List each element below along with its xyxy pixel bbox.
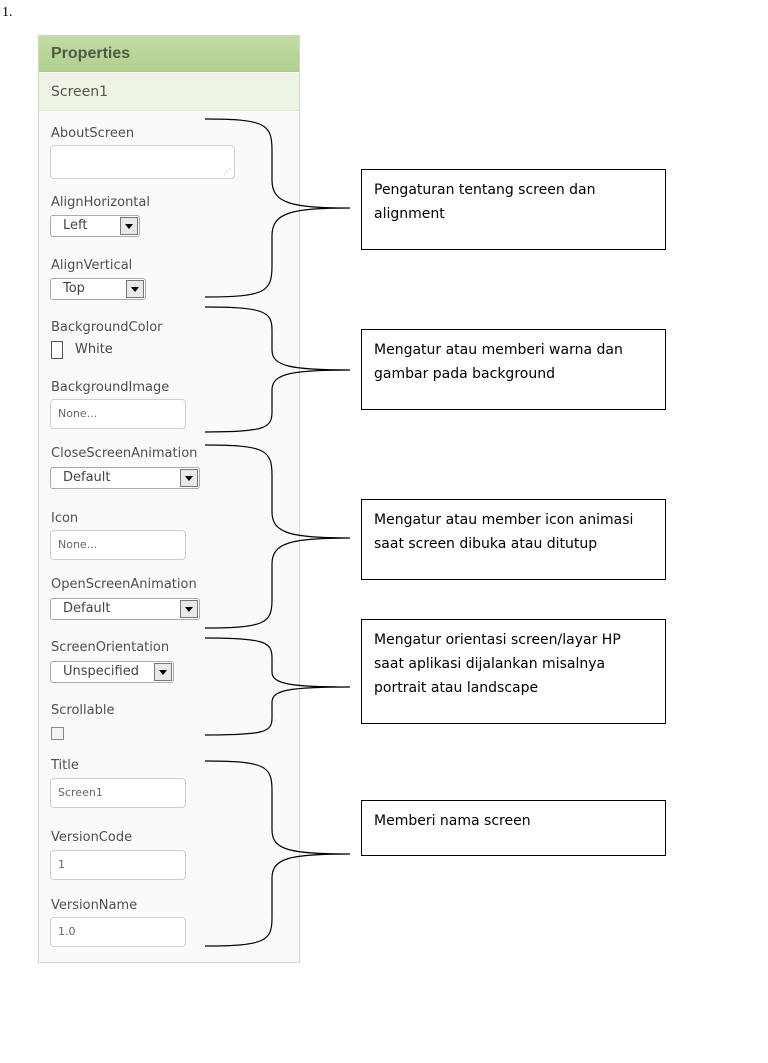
align-horizontal-label: AlignHorizontal [51, 195, 150, 210]
close-screen-animation-value: Default [63, 470, 111, 485]
align-vertical-value: Top [63, 281, 85, 296]
background-color-value[interactable]: White [75, 342, 113, 357]
about-screen-label: AboutScreen [51, 126, 135, 141]
brace-screen-alignment [205, 119, 350, 297]
selected-component[interactable]: Screen1 [39, 73, 299, 111]
brace-animation [205, 445, 350, 628]
screen-orientation-label: ScreenOrientation [51, 640, 170, 655]
resize-grip-icon[interactable]: ⋰ [223, 167, 231, 176]
scrollable-label: Scrollable [51, 703, 115, 718]
version-name-label: VersionName [51, 898, 138, 913]
panel-title: Properties [39, 36, 299, 72]
brace-background [205, 307, 350, 432]
version-code-input[interactable]: 1 [50, 850, 186, 880]
annotation-screen-alignment: Pengaturan tentang screen dan alignment [361, 169, 666, 250]
brace-orientation [205, 638, 350, 735]
list-number: 1. [2, 5, 13, 20]
annotation-background: Mengatur atau memberi warna dan gambar pada background [361, 329, 666, 410]
version-name-input[interactable]: 1.0 [50, 917, 186, 947]
icon-picker[interactable]: None... [50, 530, 186, 560]
background-color-label: BackgroundColor [51, 320, 163, 335]
annotation-animation: Mengatur atau member icon animasi saat screen dibuka atau ditutup [361, 499, 666, 580]
open-screen-animation-label: OpenScreenAnimation [51, 577, 197, 592]
icon-label: Icon [51, 511, 79, 526]
version-code-label: VersionCode [51, 830, 133, 845]
annotation-name: Memberi nama screen [361, 800, 666, 856]
open-screen-animation-value: Default [63, 601, 111, 616]
background-image-picker[interactable]: None... [50, 399, 186, 429]
screen-orientation-value: Unspecified [63, 664, 139, 679]
align-vertical-label: AlignVertical [51, 258, 133, 273]
title-input[interactable]: Screen1 [50, 778, 186, 808]
title-label: Title [51, 758, 79, 773]
background-image-label: BackgroundImage [51, 380, 170, 395]
close-screen-animation-label: CloseScreenAnimation [51, 446, 198, 461]
annotation-orientation: Mengatur orientasi screen/layar HP saat aplikasi dijalankan misalnya portrait atau landscape [361, 619, 666, 724]
align-horizontal-value: Left [63, 218, 88, 233]
brace-name [205, 761, 350, 946]
